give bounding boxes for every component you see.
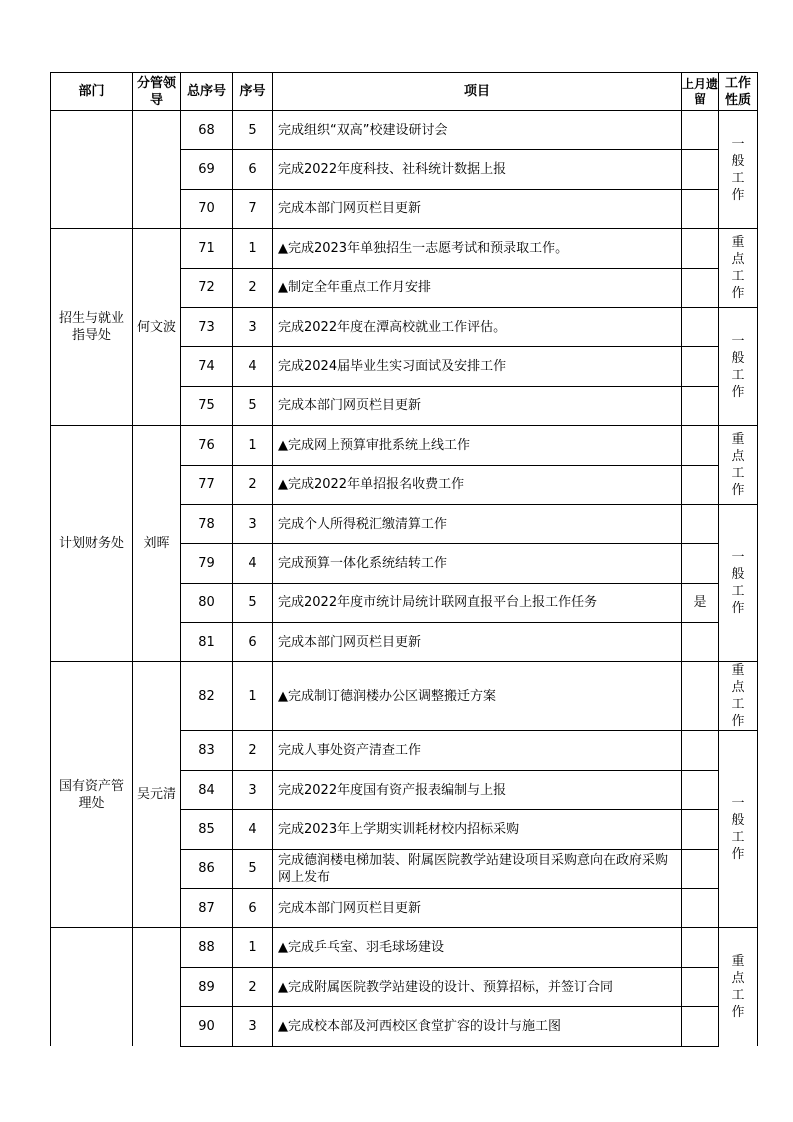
last-month-cell xyxy=(682,465,719,504)
item-cell: ▲完成校本部及河西校区食堂扩容的设计与施工图 xyxy=(273,1007,682,1046)
table-row xyxy=(51,662,758,731)
no-cell: 2 xyxy=(233,268,273,307)
no-cell: 2 xyxy=(233,465,273,504)
last-month-cell xyxy=(682,307,719,346)
total-no-cell: 89 xyxy=(181,967,233,1006)
last-month-cell xyxy=(682,544,719,583)
last-month-cell xyxy=(682,426,719,465)
last-month-cell: 是 xyxy=(682,583,719,622)
item-cell: 完成2022年度在潭高校就业工作评估。 xyxy=(273,307,682,346)
last-month-cell xyxy=(682,889,719,928)
item-cell: ▲完成乒乓室、羽毛球场建设 xyxy=(273,928,682,967)
last-month-cell xyxy=(682,229,719,268)
total-no-cell: 81 xyxy=(181,623,233,662)
total-no-cell: 77 xyxy=(181,465,233,504)
item-cell: 完成本部门网页栏目更新 xyxy=(273,889,682,928)
item-cell: 完成预算一体化系统结转工作 xyxy=(273,544,682,583)
last-month-cell xyxy=(682,347,719,386)
no-cell: 5 xyxy=(233,111,273,150)
no-cell: 4 xyxy=(233,347,273,386)
item-cell: 完成组织“双高”校建设研讨会 xyxy=(273,111,682,150)
leader-cell: 吴元清 xyxy=(133,662,181,928)
total-no-cell: 74 xyxy=(181,347,233,386)
no-cell: 3 xyxy=(233,307,273,346)
dept-cell: 计划财务处 xyxy=(51,426,133,662)
no-cell: 1 xyxy=(233,229,273,268)
header-dept: 部门 xyxy=(51,73,133,111)
last-month-cell xyxy=(682,770,719,809)
item-cell: 完成2024届毕业生实习面试及安排工作 xyxy=(273,347,682,386)
last-month-cell xyxy=(682,1007,719,1046)
last-month-cell xyxy=(682,731,719,770)
no-cell: 7 xyxy=(233,189,273,228)
nature-cell: 重点工作 xyxy=(719,928,758,1046)
dept-cell: 国有资产管理处 xyxy=(51,662,133,928)
no-cell: 6 xyxy=(233,150,273,189)
leader-cell: 刘晖 xyxy=(133,426,181,662)
total-no-cell: 75 xyxy=(181,386,233,425)
total-no-cell: 80 xyxy=(181,583,233,622)
table-header-row xyxy=(51,73,758,111)
item-cell: 完成本部门网页栏目更新 xyxy=(273,189,682,228)
total-no-cell: 70 xyxy=(181,189,233,228)
last-month-cell xyxy=(682,268,719,307)
item-cell: 完成德润楼电梯加装、附属医院教学站建设项目采购意向在政府采购网上发布 xyxy=(273,849,682,888)
item-cell: 完成2023年上学期实训耗材校内招标采购 xyxy=(273,810,682,849)
last-month-cell xyxy=(682,928,719,967)
last-month-cell xyxy=(682,810,719,849)
no-cell: 5 xyxy=(233,849,273,888)
total-no-cell: 73 xyxy=(181,307,233,346)
total-no-cell: 76 xyxy=(181,426,233,465)
nature-cell: 一般工作 xyxy=(719,307,758,425)
no-cell: 4 xyxy=(233,810,273,849)
no-cell: 3 xyxy=(233,770,273,809)
nature-cell: 一般工作 xyxy=(719,111,758,229)
header-no: 序号 xyxy=(233,73,273,111)
dept-cell: 招生与就业指导处 xyxy=(51,229,133,426)
dept-cell xyxy=(51,111,133,229)
no-cell: 4 xyxy=(233,544,273,583)
header-nature: 工作性质 xyxy=(719,73,758,111)
total-no-cell: 78 xyxy=(181,504,233,543)
last-month-cell xyxy=(682,504,719,543)
item-cell: 完成本部门网页栏目更新 xyxy=(273,386,682,425)
item-cell: ▲完成2022年单招报名收费工作 xyxy=(273,465,682,504)
total-no-cell: 86 xyxy=(181,849,233,888)
no-cell: 5 xyxy=(233,386,273,425)
total-no-cell: 69 xyxy=(181,150,233,189)
total-no-cell: 90 xyxy=(181,1007,233,1046)
table-row xyxy=(51,111,758,150)
last-month-cell xyxy=(682,189,719,228)
no-cell: 3 xyxy=(233,1007,273,1046)
last-month-cell xyxy=(682,849,719,888)
header-total-no: 总序号 xyxy=(181,73,233,111)
total-no-cell: 88 xyxy=(181,928,233,967)
item-cell: 完成人事处资产清查工作 xyxy=(273,731,682,770)
no-cell: 1 xyxy=(233,662,273,731)
leader-cell xyxy=(133,928,181,1046)
total-no-cell: 71 xyxy=(181,229,233,268)
item-cell: ▲完成制订德润楼办公区调整搬迁方案 xyxy=(273,662,682,731)
item-cell: ▲完成2023年单独招生一志愿考试和预录取工作。 xyxy=(273,229,682,268)
last-month-cell xyxy=(682,662,719,731)
last-month-cell xyxy=(682,111,719,150)
total-no-cell: 72 xyxy=(181,268,233,307)
dept-cell xyxy=(51,928,133,1046)
no-cell: 5 xyxy=(233,583,273,622)
no-cell: 6 xyxy=(233,623,273,662)
total-no-cell: 87 xyxy=(181,889,233,928)
total-no-cell: 84 xyxy=(181,770,233,809)
no-cell: 1 xyxy=(233,426,273,465)
leader-cell xyxy=(133,111,181,229)
item-cell: ▲制定全年重点工作月安排 xyxy=(273,268,682,307)
item-cell: 完成2022年度国有资产报表编制与上报 xyxy=(273,770,682,809)
nature-cell: 重点工作 xyxy=(719,662,758,731)
total-no-cell: 68 xyxy=(181,111,233,150)
item-cell: 完成2022年度市统计局统计联网直报平台上报工作任务 xyxy=(273,583,682,622)
item-cell: 完成个人所得税汇缴清算工作 xyxy=(273,504,682,543)
header-last-month: 上月遗留 xyxy=(682,73,719,111)
total-no-cell: 83 xyxy=(181,731,233,770)
leader-cell: 何文波 xyxy=(133,229,181,426)
item-cell: 完成本部门网页栏目更新 xyxy=(273,623,682,662)
table-row xyxy=(51,229,758,268)
work-plan-sheet xyxy=(50,72,757,1034)
header-leader: 分管领导 xyxy=(133,73,181,111)
item-cell: ▲完成网上预算审批系统上线工作 xyxy=(273,426,682,465)
table-row xyxy=(51,426,758,465)
work-plan-table xyxy=(50,72,758,1047)
total-no-cell: 82 xyxy=(181,662,233,731)
nature-cell: 重点工作 xyxy=(719,229,758,308)
no-cell: 2 xyxy=(233,731,273,770)
table-row xyxy=(51,928,758,967)
item-cell: 完成2022年度科技、社科统计数据上报 xyxy=(273,150,682,189)
header-item: 项目 xyxy=(273,73,682,111)
last-month-cell xyxy=(682,150,719,189)
item-cell: ▲完成附属医院教学站建设的设计、预算招标，并签订合同 xyxy=(273,967,682,1006)
last-month-cell xyxy=(682,386,719,425)
nature-cell: 重点工作 xyxy=(719,426,758,505)
no-cell: 3 xyxy=(233,504,273,543)
total-no-cell: 85 xyxy=(181,810,233,849)
nature-cell: 一般工作 xyxy=(719,504,758,662)
last-month-cell xyxy=(682,623,719,662)
no-cell: 2 xyxy=(233,967,273,1006)
nature-cell: 一般工作 xyxy=(719,731,758,928)
last-month-cell xyxy=(682,967,719,1006)
total-no-cell: 79 xyxy=(181,544,233,583)
no-cell: 1 xyxy=(233,928,273,967)
no-cell: 6 xyxy=(233,889,273,928)
